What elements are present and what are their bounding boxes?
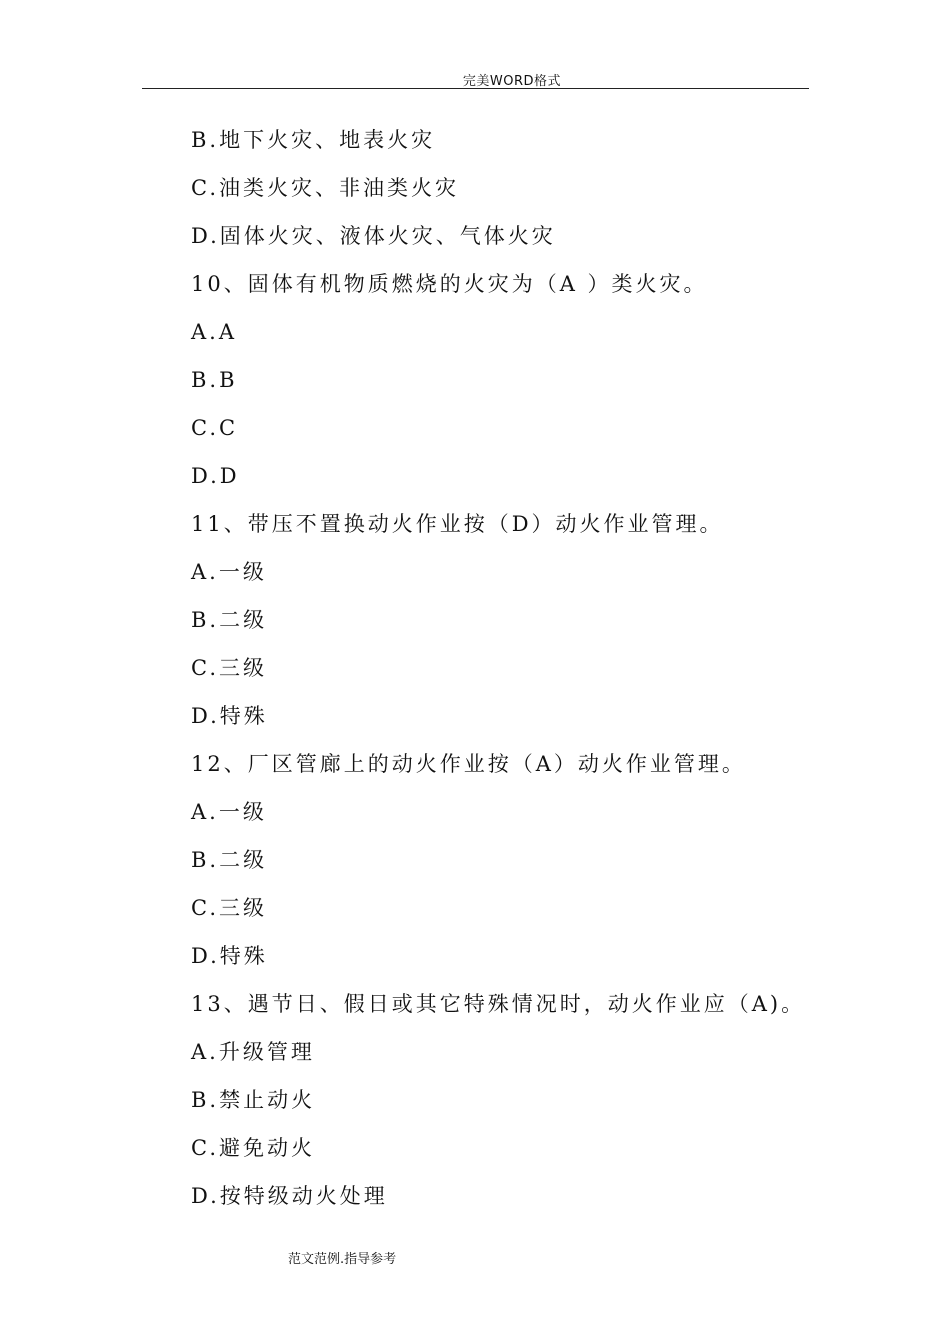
question-line: 13、遇节日、假日或其它特殊情况时，动火作业应（A)。 [191,992,806,1016]
option-line: C.三级 [191,656,267,680]
question-list [191,126,831,1230]
option-line: C.三级 [191,896,267,920]
question-line: 10、固体有机物质燃烧的火灾为（A ）类火灾。 [191,272,708,296]
option-line: C.避免动火 [191,1136,315,1160]
option-line: C.C [191,416,239,440]
option-line: A.升级管理 [191,1040,315,1064]
question-line: 11、带压不置换动火作业按（D）动火作业管理。 [191,512,724,536]
option-line: D.D [191,464,240,488]
option-line: B.二级 [191,848,268,872]
option-line: D.固体火灾、液体火灾、气体火灾 [191,224,556,248]
header-divider [142,88,809,89]
option-line: B.禁止动火 [191,1088,316,1112]
option-line: D.特殊 [191,704,268,728]
option-line: A.一级 [191,800,267,824]
option-line: D.特殊 [191,944,268,968]
option-line: A.一级 [191,560,267,584]
option-line: B.二级 [191,608,268,632]
option-line: A.A [191,320,238,344]
page-footer: 范文范例.指导参考 [288,1252,397,1267]
question-line: 12、厂区管廊上的动火作业按（A）动火作业管理。 [191,752,746,776]
option-line: B.地下火灾、地表火灾 [191,128,436,152]
page-header-title: 完美WORD格式 [462,74,562,89]
option-line: C.油类火灾、非油类火灾 [191,176,459,200]
option-line: B.B [191,368,238,392]
option-line: D.按特级动火处理 [191,1184,388,1208]
